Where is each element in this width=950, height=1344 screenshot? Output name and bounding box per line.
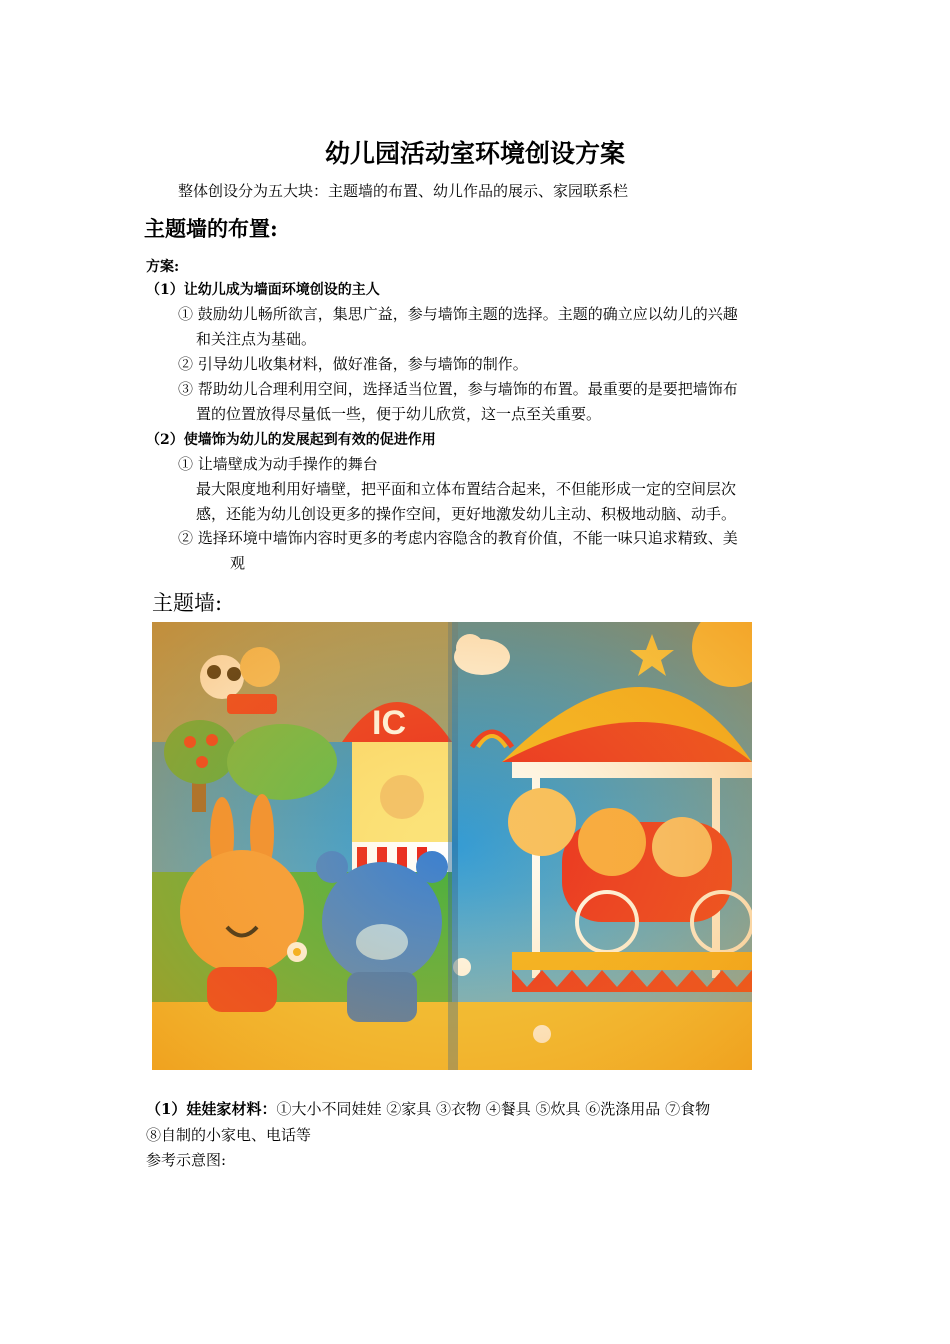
intro-paragraph: 整体创设分为五大块：主题墙的布置、幼儿作品的展示、家园联系栏 [178, 182, 629, 200]
point1-heading: （1）让幼儿成为墙面环境创设的主人 [146, 282, 380, 298]
doll-house-materials-line1 [146, 1098, 710, 1119]
point2-item1-line2: 最大限度地利用好墙壁，把平面和立体布置结合起来，不但能形成一定的空间层次 [196, 480, 737, 498]
point2-item1: ① 让墙壁成为动手操作的舞台 [178, 455, 378, 473]
point2-heading: （2）使墙饰为幼儿的发展起到有效的促进作用 [146, 432, 436, 448]
theme-wall-heading: 主题墙: [152, 591, 223, 615]
section-heading: 主题墙的布置: [144, 216, 278, 241]
reference-label: 参考示意图: [146, 1151, 227, 1169]
theme-wall-photo [152, 622, 752, 1070]
point1-item3-line2: 置的位置放得尽量低一些，便于幼儿欣赏，这一点至关重要。 [196, 405, 602, 423]
doll-house-materials-line2: ⑧自制的小家电、电话等 [146, 1126, 312, 1144]
doll-house-materials-text: ①大小不同娃娃 ②家具 ③衣物 ④餐具 ⑤炊具 ⑥洗涤用品 ⑦食物 [276, 1100, 711, 1118]
point1-item1-line2: 和关注点为基础。 [196, 330, 317, 348]
point2-item1-line3: 感，还能为幼儿创设更多的操作空间，更好地激发幼儿主动、积极地动脑、动手。 [196, 505, 737, 523]
point1-item1-line1: ① 鼓励幼儿畅所欲言，集思广益，参与墙饰主题的选择。主题的确立应以幼儿的兴趣 [178, 305, 738, 323]
point1-item3-line1: ③ 帮助幼儿合理利用空间，选择适当位置，参与墙饰的布置。最重要的是要把墙饰布 [178, 380, 738, 398]
doll-house-label: （1）娃娃家材料： [146, 1100, 277, 1118]
page-title: 幼儿园活动室环境创设方案 [324, 139, 625, 168]
point2-item2-line1: ② 选择环境中墙饰内容时更多的考虑内容隐含的教育价值，不能一味只追求精致、美 [178, 529, 738, 547]
point1-item2: ② 引导幼儿收集材料，做好准备，参与墙饰的制作。 [178, 355, 528, 373]
plan-label: 方案: [146, 259, 180, 275]
point2-item2-line2: 观 [230, 554, 246, 572]
